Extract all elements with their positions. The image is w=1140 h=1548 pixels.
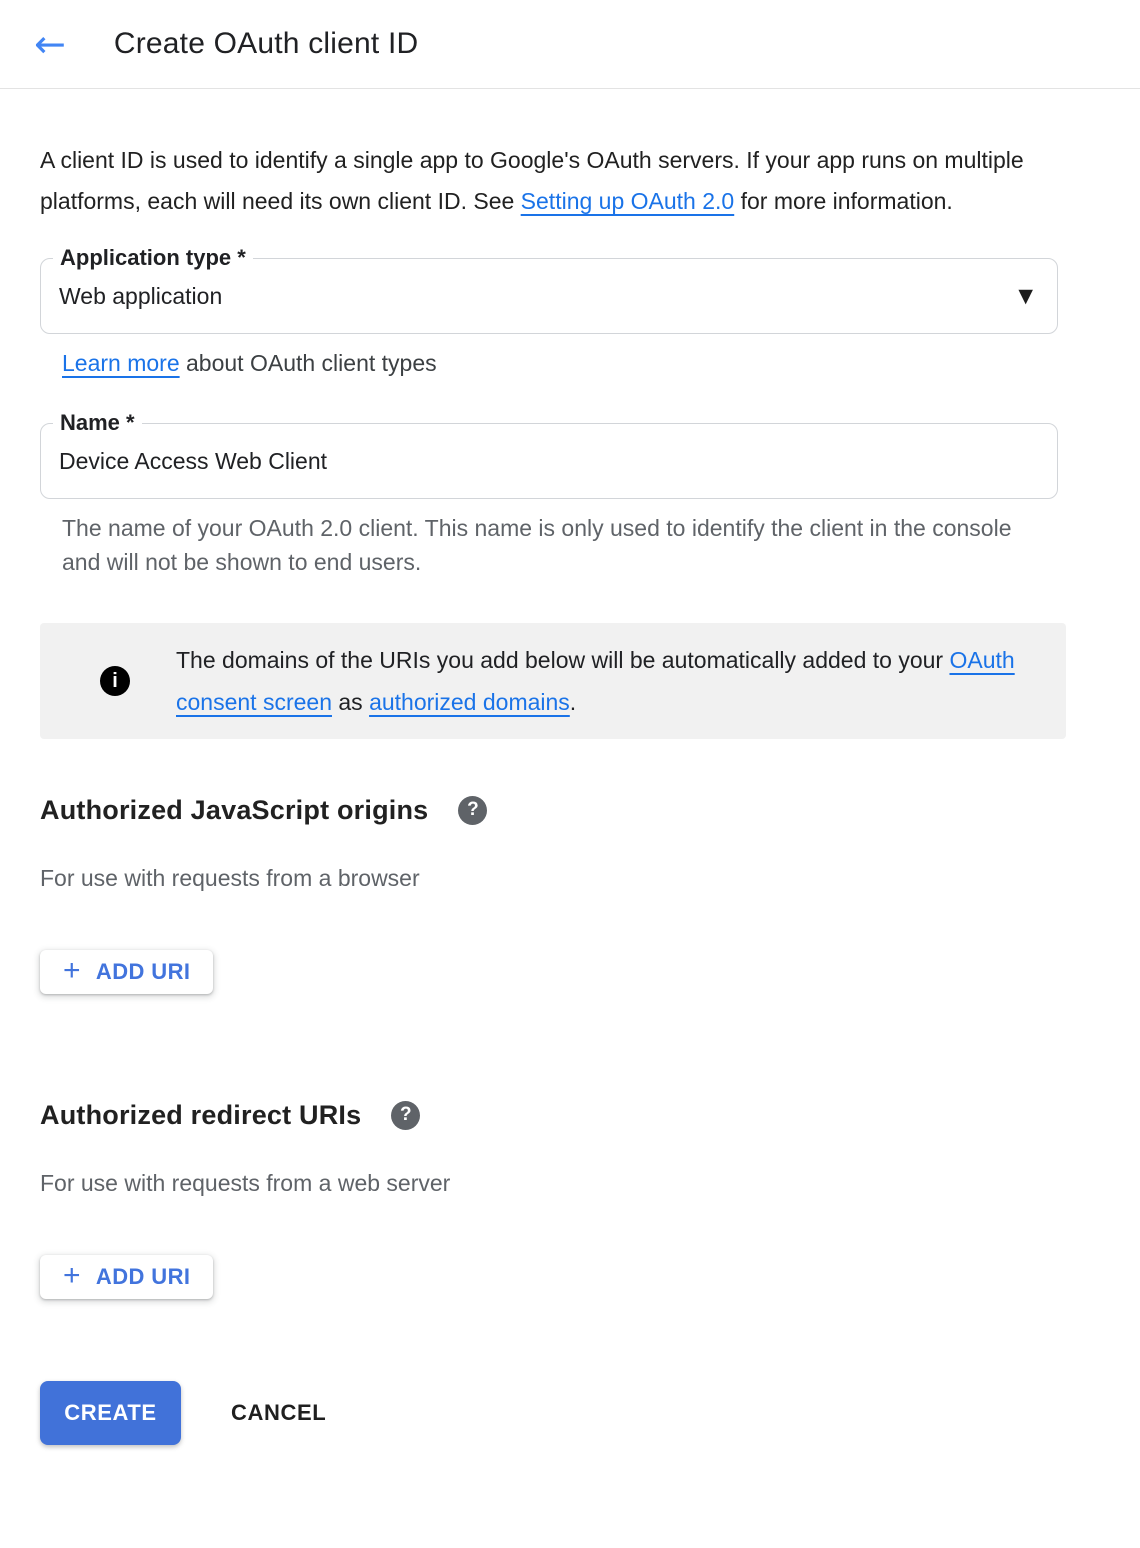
create-oauth-client-form	[0, 89, 1140, 1445]
application-type-label: Application type *	[53, 246, 253, 270]
info-icon: i	[100, 666, 130, 696]
add-redirect-uri-button[interactable]	[40, 1255, 213, 1299]
name-helper-text: The name of your OAuth 2.0 client. This name is only used to identify the client in the console and will not be shown to end users.	[62, 515, 1012, 575]
info-banner	[40, 623, 1066, 739]
add-uri-label: ADD URI	[95, 959, 191, 984]
authorized-domains-link[interactable]: authorized domains	[369, 689, 570, 715]
intro-text-before: A client ID is used to identify a single app to Google's OAuth servers. If your app runs on multiple platforms, each will need its own client ID. See	[40, 147, 1024, 214]
js-origins-section	[40, 795, 1066, 994]
create-button[interactable]: CREATE	[40, 1381, 181, 1445]
intro-text-after: for more information.	[734, 188, 953, 214]
plus-icon: +	[63, 1258, 81, 1292]
redirect-uris-section	[40, 1100, 1066, 1299]
page-title: Create OAuth client ID	[113, 27, 419, 60]
page-header	[0, 0, 1140, 89]
form-actions	[40, 1381, 1066, 1445]
js-origins-heading: Authorized JavaScript origins	[40, 795, 429, 825]
back-arrow-icon[interactable]: ←	[34, 22, 66, 66]
cancel-button[interactable]: CANCEL	[231, 1400, 327, 1425]
info-text-before: The domains of the URIs you add below will be automatically added to your	[176, 647, 950, 673]
js-origins-description: For use with requests from a browser	[40, 865, 420, 891]
redirect-uris-help-icon[interactable]: ?	[391, 1101, 420, 1130]
info-text-after: .	[569, 689, 577, 715]
application-type-value: Web application	[59, 282, 223, 309]
name-input[interactable]	[59, 448, 999, 475]
plus-icon: +	[63, 953, 81, 987]
intro-paragraph	[40, 140, 1052, 222]
add-js-origin-uri-button[interactable]	[40, 950, 213, 994]
name-field-label: Name *	[53, 411, 142, 435]
info-banner-text	[176, 639, 1026, 723]
redirect-uris-description: For use with requests from a web server	[40, 1170, 451, 1196]
name-field	[40, 410, 1058, 499]
learn-more-link[interactable]: Learn more	[62, 350, 180, 376]
info-text-middle: as	[331, 689, 370, 715]
learn-more-line	[62, 348, 1066, 378]
oauth-consent-screen-link[interactable]: OAuth consent screen	[176, 647, 1015, 715]
learn-more-rest: about OAuth client types	[179, 350, 437, 376]
js-origins-help-icon[interactable]: ?	[458, 796, 487, 825]
setting-up-oauth-link[interactable]: Setting up OAuth 2.0	[520, 188, 735, 214]
add-uri-label: ADD URI	[95, 1264, 191, 1289]
chevron-down-icon: ▼	[1018, 285, 1033, 307]
application-type-select[interactable]	[40, 245, 1058, 334]
redirect-uris-heading: Authorized redirect URIs	[40, 1100, 362, 1130]
